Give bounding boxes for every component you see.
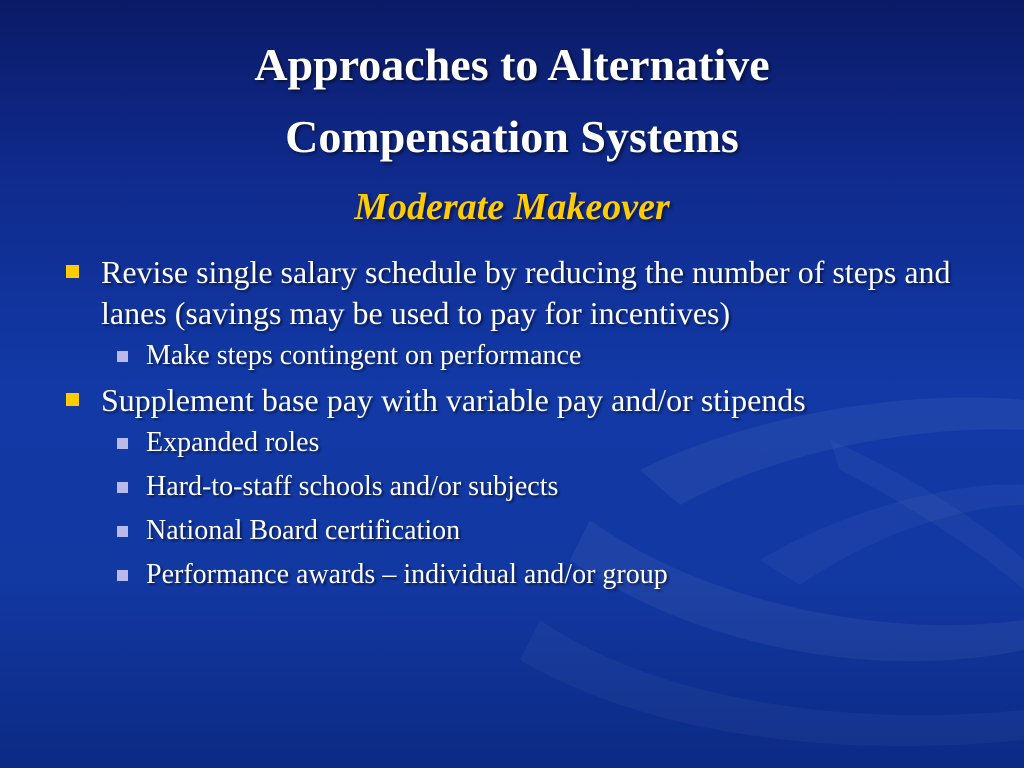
slide-subtitle: Moderate Makeover	[354, 186, 670, 228]
square-bullet-icon	[117, 482, 128, 493]
sub-bullet-text: Performance awards – individual and/or group	[146, 559, 668, 590]
sub-bullet-item	[60, 465, 980, 509]
sub-bullet-item	[60, 553, 980, 597]
slide-title-line-1: Approaches to Alternative	[254, 39, 770, 90]
sub-bullet-text: National Board certification	[146, 515, 461, 546]
square-bullet-icon	[117, 438, 128, 449]
sub-bullet-item	[60, 509, 980, 553]
square-bullet-icon	[117, 570, 128, 581]
bullet-item	[60, 252, 980, 334]
bullet-text: Revise single salary schedule by reducing the number of steps and lanes (savings may be used to pay for incentives)	[101, 254, 951, 331]
bullet-text: Supplement base pay with variable pay and/or stipends	[101, 382, 806, 418]
sub-bullet-item	[60, 334, 980, 378]
square-bullet-icon	[66, 265, 79, 278]
sub-bullet-text: Expanded roles	[146, 427, 320, 458]
sub-bullet-text: Make steps contingent on performance	[146, 340, 582, 371]
square-bullet-icon	[117, 526, 128, 537]
sub-bullet-item	[60, 421, 980, 465]
square-bullet-icon	[117, 351, 128, 362]
bullet-item	[60, 380, 980, 421]
slide-title-line-2: Compensation Systems	[285, 111, 739, 162]
square-bullet-icon	[66, 393, 79, 406]
sub-bullet-text: Hard-to-staff schools and/or subjects	[146, 471, 559, 502]
bullet-list	[60, 252, 980, 597]
